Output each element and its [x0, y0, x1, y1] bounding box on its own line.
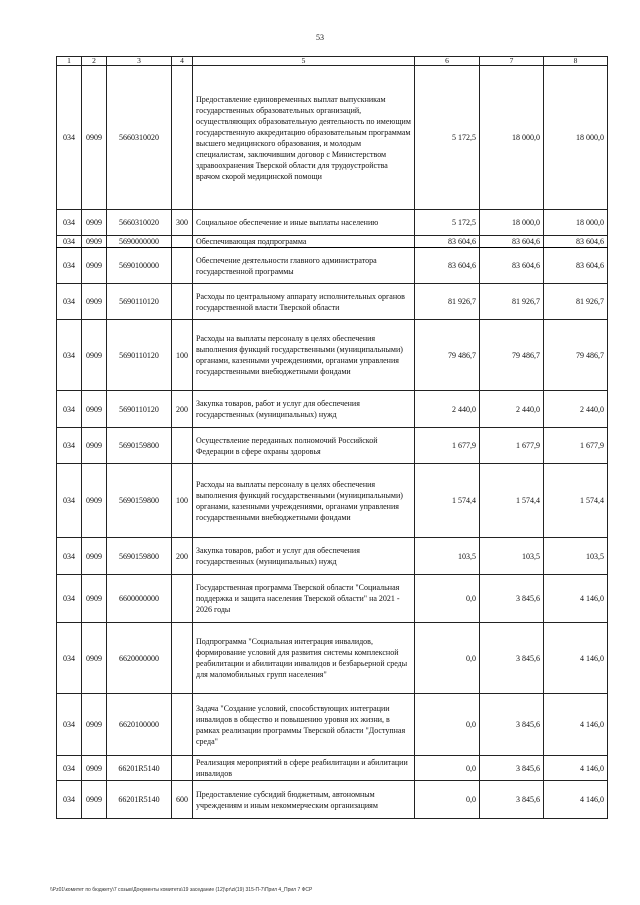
section-code-cell: 0909 [82, 781, 107, 819]
table-header-row [57, 57, 608, 66]
section-code-cell: 0909 [82, 248, 107, 284]
admin-code-cell: 034 [57, 428, 82, 464]
expense-type-cell: 100 [172, 464, 193, 538]
target-article-cell: 5690159800 [107, 428, 172, 464]
section-code-cell: 0909 [82, 756, 107, 781]
page-number: 53 [316, 33, 324, 42]
amount-cell: 4 146,0 [544, 623, 608, 694]
expense-type-cell: 200 [172, 538, 193, 575]
section-code-cell: 0909 [82, 210, 107, 236]
expense-type-cell [172, 428, 193, 464]
expense-type-cell: 300 [172, 210, 193, 236]
section-code-cell: 0909 [82, 623, 107, 694]
amount-cell: 0,0 [415, 575, 480, 623]
section-code-cell: 0909 [82, 66, 107, 210]
amount-cell: 79 486,7 [415, 320, 480, 391]
amount-cell: 0,0 [415, 623, 480, 694]
column-header: 3 [107, 57, 172, 66]
amount-cell: 1 677,9 [480, 428, 544, 464]
target-article-cell: 5660310020 [107, 66, 172, 210]
section-code-cell: 0909 [82, 538, 107, 575]
expense-type-cell [172, 66, 193, 210]
amount-cell: 83 604,6 [544, 236, 608, 248]
amount-cell: 4 146,0 [544, 781, 608, 819]
amount-cell: 4 146,0 [544, 575, 608, 623]
target-article-cell: 6600000000 [107, 575, 172, 623]
expense-type-cell [172, 248, 193, 284]
description-cell: Предоставление единовременных выплат выпускникам государственных образовательных организаций, осуществляющих образовательную деятельность по имеющим государственную аккредитацию образовательным программам высшего медицинского образования, и молодым специалистам, заключившим договор с Министерством здравоохранения Тверской области для трудоустройства врачом скорой медицинской помощи [193, 66, 415, 210]
amount-cell: 1 677,9 [415, 428, 480, 464]
expense-type-cell [172, 694, 193, 756]
target-article-cell: 5690110120 [107, 391, 172, 428]
amount-cell: 79 486,7 [544, 320, 608, 391]
amount-cell: 18 000,0 [544, 66, 608, 210]
table-row [57, 320, 608, 391]
admin-code-cell: 034 [57, 538, 82, 575]
amount-cell: 83 604,6 [480, 248, 544, 284]
target-article-cell: 5660310020 [107, 210, 172, 236]
amount-cell: 3 845,6 [480, 575, 544, 623]
target-article-cell: 5690000000 [107, 236, 172, 248]
target-article-cell: 66201R5140 [107, 756, 172, 781]
admin-code-cell: 034 [57, 781, 82, 819]
target-article-cell: 5690100000 [107, 248, 172, 284]
column-header: 8 [544, 57, 608, 66]
amount-cell: 3 845,6 [480, 623, 544, 694]
amount-cell: 18 000,0 [480, 210, 544, 236]
amount-cell: 81 926,7 [544, 284, 608, 320]
amount-cell: 4 146,0 [544, 756, 608, 781]
table-row [57, 623, 608, 694]
expense-type-cell [172, 236, 193, 248]
description-cell: Расходы по центральному аппарату исполнительных органов государственной власти Тверской области [193, 284, 415, 320]
section-code-cell: 0909 [82, 694, 107, 756]
amount-cell: 81 926,7 [480, 284, 544, 320]
amount-cell: 1 574,4 [544, 464, 608, 538]
amount-cell: 3 845,6 [480, 694, 544, 756]
table-row [57, 781, 608, 819]
description-cell: Задача "Создание условий, способствующих интеграции инвалидов в общество и повышению уровня их жизни, в рамках реализации программы Тверской области "Доступная среда" [193, 694, 415, 756]
description-cell: Осуществление переданных полномочий Российской Федерации в сфере охраны здоровья [193, 428, 415, 464]
table-row [57, 575, 608, 623]
table-row [57, 428, 608, 464]
description-cell: Предоставление субсидий бюджетным, автономным учреждениям и иным некоммерческим организациям [193, 781, 415, 819]
amount-cell: 83 604,6 [544, 248, 608, 284]
description-cell: Расходы на выплаты персоналу в целях обеспечения выполнения функций государственными (муниципальными) органами, казенными учреждениями, органами управления государственными внебюджетными фондами [193, 464, 415, 538]
target-article-cell: 6620100000 [107, 694, 172, 756]
amount-cell: 83 604,6 [415, 248, 480, 284]
target-article-cell: 5690159800 [107, 464, 172, 538]
table-row [57, 391, 608, 428]
column-header: 2 [82, 57, 107, 66]
expense-type-cell: 600 [172, 781, 193, 819]
expense-type-cell [172, 623, 193, 694]
section-code-cell: 0909 [82, 391, 107, 428]
description-cell: Закупка товаров, работ и услуг для обеспечения государственных (муниципальных) нужд [193, 391, 415, 428]
column-header: 7 [480, 57, 544, 66]
admin-code-cell: 034 [57, 66, 82, 210]
amount-cell: 1 677,9 [544, 428, 608, 464]
amount-cell: 1 574,4 [415, 464, 480, 538]
admin-code-cell: 034 [57, 391, 82, 428]
section-code-cell: 0909 [82, 464, 107, 538]
amount-cell: 3 845,6 [480, 781, 544, 819]
file-path-footer: \\Pz01\комитет по бюджету\7 созыв\Документы комитета\19 заседание (12)\pr\zi(19) 315-П-7\Прил 4_Прил 7 ФСР [50, 887, 313, 893]
target-article-cell: 6620000000 [107, 623, 172, 694]
table-row [57, 756, 608, 781]
column-header: 4 [172, 57, 193, 66]
amount-cell: 18 000,0 [544, 210, 608, 236]
expense-type-cell: 100 [172, 320, 193, 391]
table-row [57, 284, 608, 320]
amount-cell: 5 172,5 [415, 210, 480, 236]
expense-type-cell [172, 284, 193, 320]
description-cell: Обеспечение деятельности главного администратора государственной программы [193, 248, 415, 284]
target-article-cell: 66201R5140 [107, 781, 172, 819]
admin-code-cell: 034 [57, 623, 82, 694]
amount-cell: 79 486,7 [480, 320, 544, 391]
description-cell: Государственная программа Тверской области "Социальная поддержка и защита населения Тверской области" на 2021 - 2026 годы [193, 575, 415, 623]
admin-code-cell: 034 [57, 694, 82, 756]
target-article-cell: 5690159800 [107, 538, 172, 575]
admin-code-cell: 034 [57, 210, 82, 236]
column-header: 6 [415, 57, 480, 66]
amount-cell: 103,5 [415, 538, 480, 575]
amount-cell: 3 845,6 [480, 756, 544, 781]
expense-type-cell [172, 756, 193, 781]
amount-cell: 83 604,6 [480, 236, 544, 248]
expense-type-cell: 200 [172, 391, 193, 428]
admin-code-cell: 034 [57, 320, 82, 391]
target-article-cell: 5690110120 [107, 320, 172, 391]
amount-cell: 2 440,0 [415, 391, 480, 428]
admin-code-cell: 034 [57, 575, 82, 623]
admin-code-cell: 034 [57, 464, 82, 538]
table-row [57, 66, 608, 210]
target-article-cell: 5690110120 [107, 284, 172, 320]
section-code-cell: 0909 [82, 320, 107, 391]
admin-code-cell: 034 [57, 756, 82, 781]
description-cell: Подпрограмма "Социальная интеграция инвалидов, формирование условий для развития системы комплексной реабилитации и абилитации инвалидов и безбарьерной среды для маломобильных групп населения" [193, 623, 415, 694]
amount-cell: 0,0 [415, 756, 480, 781]
table-row [57, 538, 608, 575]
column-header: 5 [193, 57, 415, 66]
amount-cell: 1 574,4 [480, 464, 544, 538]
description-cell: Социальное обеспечение и иные выплаты населению [193, 210, 415, 236]
admin-code-cell: 034 [57, 236, 82, 248]
admin-code-cell: 034 [57, 284, 82, 320]
admin-code-cell: 034 [57, 248, 82, 284]
table-row [57, 210, 608, 236]
table-row [57, 694, 608, 756]
amount-cell: 83 604,6 [415, 236, 480, 248]
amount-cell: 81 926,7 [415, 284, 480, 320]
amount-cell: 2 440,0 [480, 391, 544, 428]
expense-type-cell [172, 575, 193, 623]
description-cell: Закупка товаров, работ и услуг для обеспечения государственных (муниципальных) нужд [193, 538, 415, 575]
amount-cell: 103,5 [480, 538, 544, 575]
budget-table [56, 56, 608, 819]
amount-cell: 2 440,0 [544, 391, 608, 428]
section-code-cell: 0909 [82, 428, 107, 464]
description-cell: Обеспечивающая подпрограмма [193, 236, 415, 248]
section-code-cell: 0909 [82, 284, 107, 320]
amount-cell: 103,5 [544, 538, 608, 575]
table-row [57, 248, 608, 284]
section-code-cell: 0909 [82, 236, 107, 248]
table-row [57, 464, 608, 538]
amount-cell: 4 146,0 [544, 694, 608, 756]
description-cell: Реализация мероприятий в сфере реабилитации и абилитации инвалидов [193, 756, 415, 781]
amount-cell: 0,0 [415, 694, 480, 756]
column-header: 1 [57, 57, 82, 66]
amount-cell: 5 172,5 [415, 66, 480, 210]
table-row [57, 236, 608, 248]
section-code-cell: 0909 [82, 575, 107, 623]
amount-cell: 0,0 [415, 781, 480, 819]
amount-cell: 18 000,0 [480, 66, 544, 210]
description-cell: Расходы на выплаты персоналу в целях обеспечения выполнения функций государственными (муниципальными) органами, казенными учреждениями, органами управления государственными внебюджетными фондами [193, 320, 415, 391]
